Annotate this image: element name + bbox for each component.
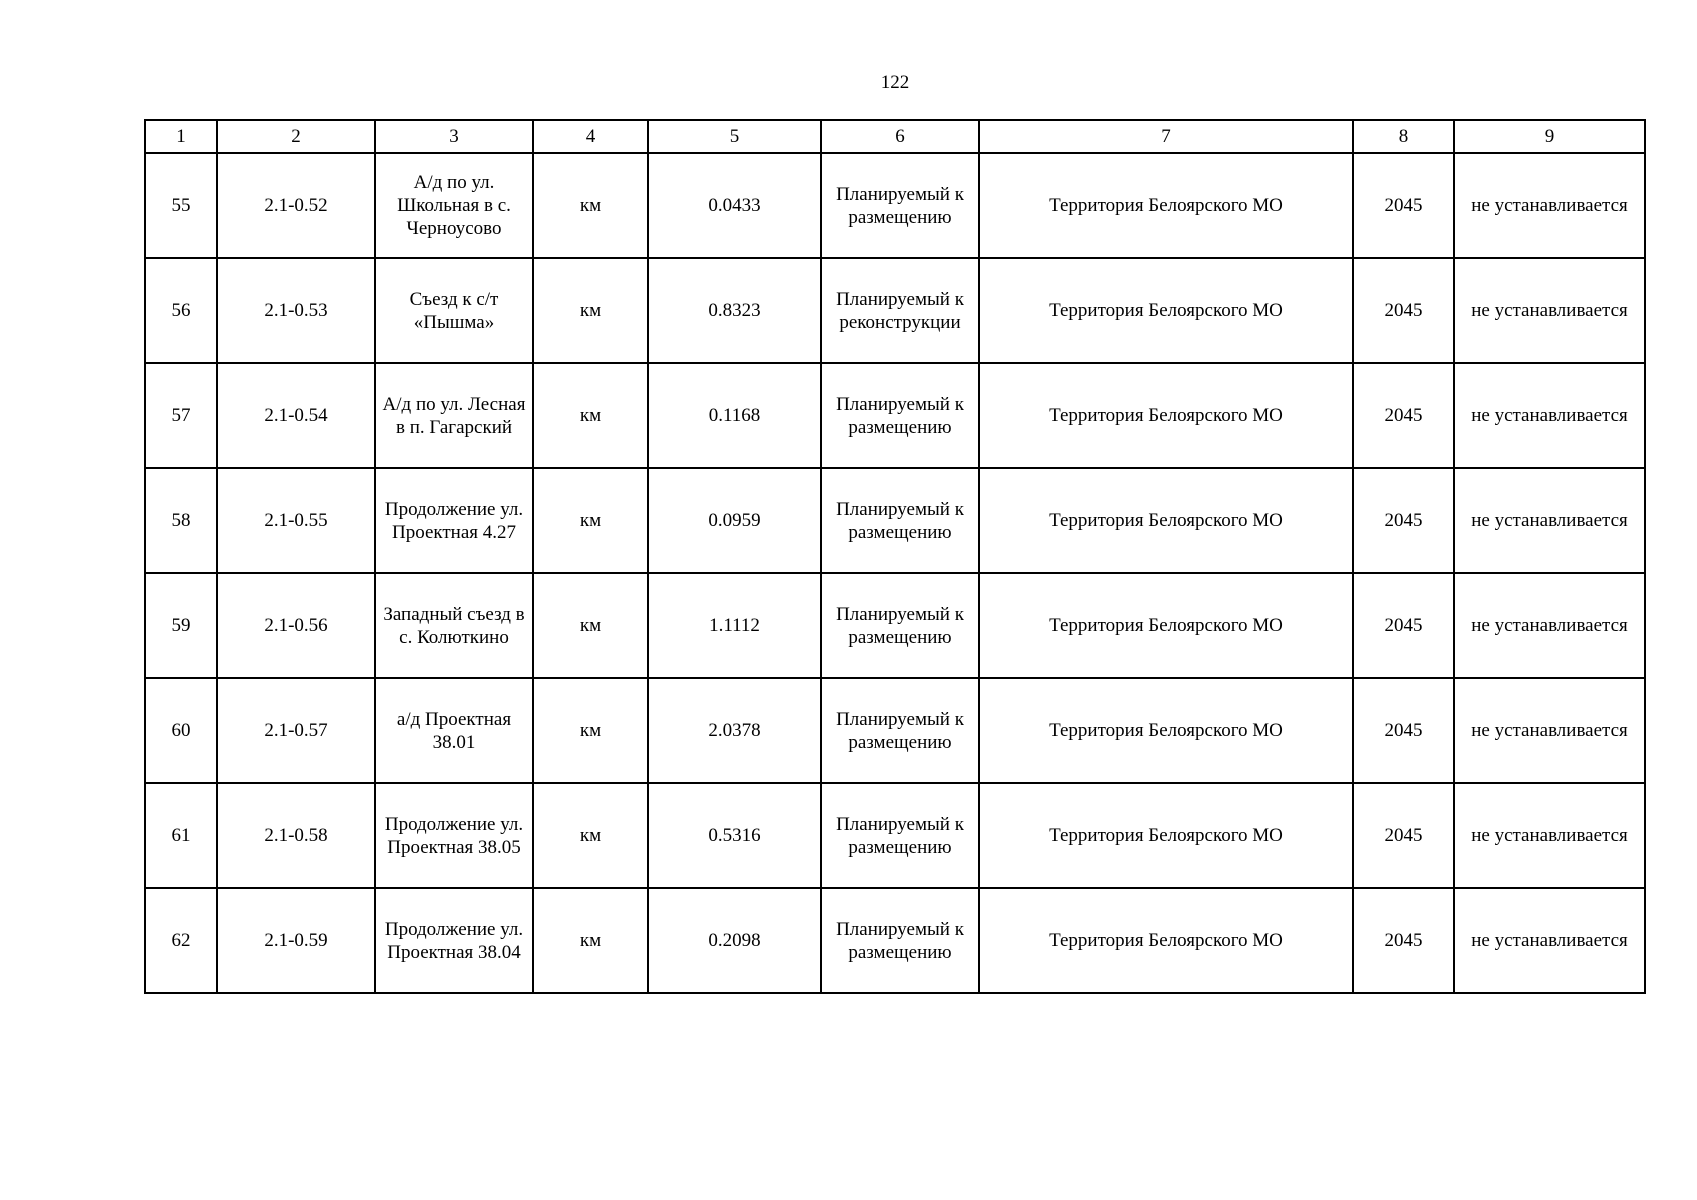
row-number-cell: 62 bbox=[145, 888, 217, 993]
column-header: 7 bbox=[979, 120, 1353, 153]
location-cell: Территория Белоярского МО bbox=[979, 363, 1353, 468]
length-cell: 0.0959 bbox=[648, 468, 821, 573]
object-name-cell: Продолжение ул. Проектная 4.27 bbox=[375, 468, 533, 573]
location-cell: Территория Белоярского МО bbox=[979, 573, 1353, 678]
zone-cell: не устанавливается bbox=[1454, 258, 1645, 363]
table-row bbox=[145, 573, 1645, 678]
status-cell: Планируемый к размещению bbox=[821, 573, 979, 678]
zone-cell: не устанавливается bbox=[1454, 888, 1645, 993]
unit-cell: км bbox=[533, 468, 648, 573]
table-row bbox=[145, 153, 1645, 258]
unit-cell: км bbox=[533, 783, 648, 888]
code-cell: 2.1-0.52 bbox=[217, 153, 375, 258]
status-cell: Планируемый к размещению bbox=[821, 468, 979, 573]
status-cell: Планируемый к размещению bbox=[821, 363, 979, 468]
column-header: 3 bbox=[375, 120, 533, 153]
unit-cell: км bbox=[533, 363, 648, 468]
zone-cell: не устанавливается bbox=[1454, 153, 1645, 258]
object-name-cell: Продолжение ул. Проектная 38.05 bbox=[375, 783, 533, 888]
zone-cell: не устанавливается bbox=[1454, 678, 1645, 783]
length-cell: 0.0433 bbox=[648, 153, 821, 258]
year-cell: 2045 bbox=[1353, 678, 1454, 783]
year-cell: 2045 bbox=[1353, 888, 1454, 993]
table-row bbox=[145, 783, 1645, 888]
unit-cell: км bbox=[533, 573, 648, 678]
table-row bbox=[145, 888, 1645, 993]
code-cell: 2.1-0.57 bbox=[217, 678, 375, 783]
object-name-cell: а/д Проектная 38.01 bbox=[375, 678, 533, 783]
code-cell: 2.1-0.58 bbox=[217, 783, 375, 888]
column-header: 5 bbox=[648, 120, 821, 153]
length-cell: 0.1168 bbox=[648, 363, 821, 468]
row-number-cell: 60 bbox=[145, 678, 217, 783]
column-header: 9 bbox=[1454, 120, 1645, 153]
location-cell: Территория Белоярского МО bbox=[979, 258, 1353, 363]
year-cell: 2045 bbox=[1353, 258, 1454, 363]
object-name-cell: А/д по ул. Школьная в с. Черноусово bbox=[375, 153, 533, 258]
unit-cell: км bbox=[533, 258, 648, 363]
table-row bbox=[145, 258, 1645, 363]
code-cell: 2.1-0.54 bbox=[217, 363, 375, 468]
year-cell: 2045 bbox=[1353, 468, 1454, 573]
object-name-cell: Съезд к с/т «Пышма» bbox=[375, 258, 533, 363]
location-cell: Территория Белоярского МО bbox=[979, 678, 1353, 783]
unit-cell: км bbox=[533, 888, 648, 993]
zone-cell: не устанавливается bbox=[1454, 783, 1645, 888]
row-number-cell: 56 bbox=[145, 258, 217, 363]
location-cell: Территория Белоярского МО bbox=[979, 468, 1353, 573]
zone-cell: не устанавливается bbox=[1454, 468, 1645, 573]
column-header: 2 bbox=[217, 120, 375, 153]
length-cell: 0.5316 bbox=[648, 783, 821, 888]
column-header: 4 bbox=[533, 120, 648, 153]
row-number-cell: 58 bbox=[145, 468, 217, 573]
object-name-cell: Западный съезд в с. Колюткино bbox=[375, 573, 533, 678]
zone-cell: не устанавливается bbox=[1454, 573, 1645, 678]
column-header: 6 bbox=[821, 120, 979, 153]
column-header: 8 bbox=[1353, 120, 1454, 153]
row-number-cell: 59 bbox=[145, 573, 217, 678]
unit-cell: км bbox=[533, 153, 648, 258]
status-cell: Планируемый к размещению bbox=[821, 888, 979, 993]
length-cell: 0.2098 bbox=[648, 888, 821, 993]
status-cell: Планируемый к размещению bbox=[821, 153, 979, 258]
table-row bbox=[145, 363, 1645, 468]
unit-cell: км bbox=[533, 678, 648, 783]
row-number-cell: 55 bbox=[145, 153, 217, 258]
length-cell: 0.8323 bbox=[648, 258, 821, 363]
code-cell: 2.1-0.59 bbox=[217, 888, 375, 993]
year-cell: 2045 bbox=[1353, 363, 1454, 468]
zone-cell: не устанавливается bbox=[1454, 363, 1645, 468]
column-header: 1 bbox=[145, 120, 217, 153]
table-row bbox=[145, 468, 1645, 573]
object-name-cell: А/д по ул. Лесная в п. Гагарский bbox=[375, 363, 533, 468]
location-cell: Территория Белоярского МО bbox=[979, 153, 1353, 258]
location-cell: Территория Белоярского МО bbox=[979, 783, 1353, 888]
status-cell: Планируемый к размещению bbox=[821, 783, 979, 888]
location-cell: Территория Белоярского МО bbox=[979, 888, 1353, 993]
code-cell: 2.1-0.55 bbox=[217, 468, 375, 573]
year-cell: 2045 bbox=[1353, 153, 1454, 258]
object-name-cell: Продолжение ул. Проектная 38.04 bbox=[375, 888, 533, 993]
length-cell: 1.1112 bbox=[648, 573, 821, 678]
code-cell: 2.1-0.56 bbox=[217, 573, 375, 678]
year-cell: 2045 bbox=[1353, 783, 1454, 888]
page-number: 122 bbox=[880, 72, 910, 93]
status-cell: Планируемый к реконструкции bbox=[821, 258, 979, 363]
row-number-cell: 57 bbox=[145, 363, 217, 468]
table-row bbox=[145, 678, 1645, 783]
row-number-cell: 61 bbox=[145, 783, 217, 888]
code-cell: 2.1-0.53 bbox=[217, 258, 375, 363]
length-cell: 2.0378 bbox=[648, 678, 821, 783]
data-table bbox=[144, 119, 1646, 994]
year-cell: 2045 bbox=[1353, 573, 1454, 678]
header-row bbox=[145, 120, 1645, 153]
status-cell: Планируемый к размещению bbox=[821, 678, 979, 783]
